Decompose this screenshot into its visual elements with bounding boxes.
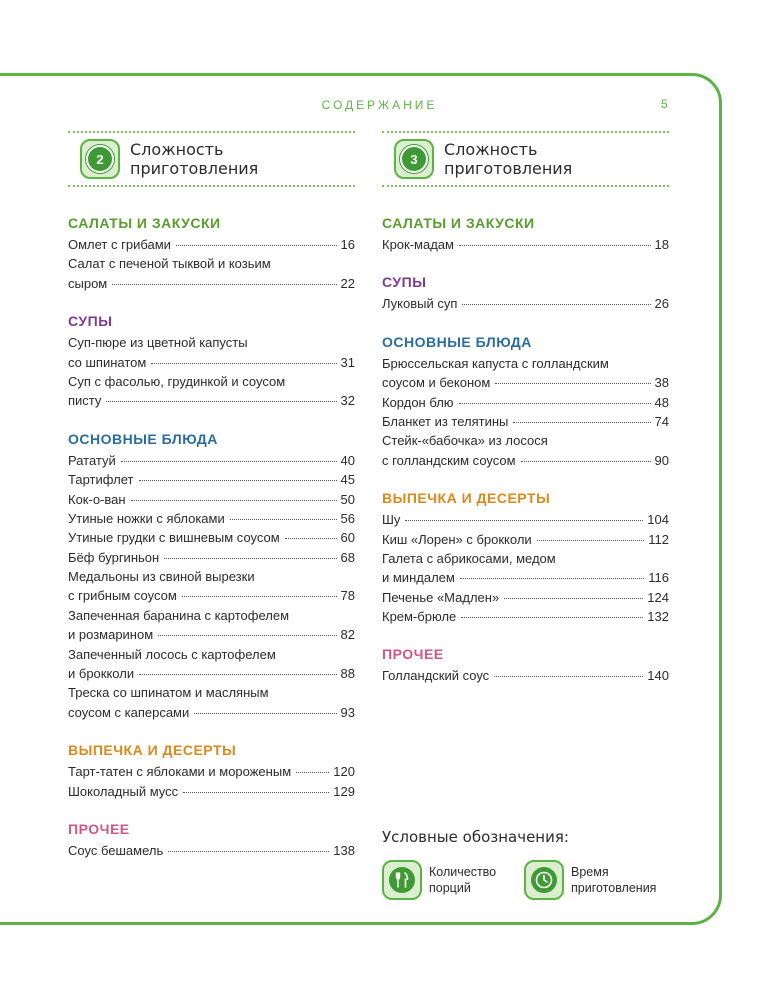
- entry-title: Кок-о-ван: [68, 491, 126, 507]
- toc-entry[interactable]: [68, 490, 355, 509]
- entry-title-line: Треска со шпинатом и масляным: [68, 685, 269, 701]
- entry-row: [68, 391, 355, 410]
- page-number: 5: [661, 97, 668, 111]
- toc-section: [382, 333, 669, 470]
- entry-row: [382, 666, 669, 685]
- dot-leader: [158, 635, 336, 636]
- entry-page-number: 120: [333, 764, 355, 780]
- toc-entry[interactable]: [68, 451, 355, 470]
- dot-leader: [513, 422, 650, 423]
- dot-leader: [537, 540, 645, 541]
- section-title: ПРОЧЕЕ: [68, 820, 130, 837]
- section-title: ВЫПЕЧКА И ДЕСЕРТЫ: [68, 742, 237, 759]
- section-title: ОСНОВНЫЕ БЛЮДА: [68, 430, 218, 447]
- toc-section: [68, 741, 355, 801]
- entry-title: Утиные грудки с вишневым соусом: [68, 530, 280, 546]
- toc-section: [68, 214, 355, 293]
- dot-leader: [164, 558, 336, 559]
- dot-leader: [494, 676, 643, 677]
- dot-leader: [182, 596, 337, 597]
- entry-page-number: 140: [647, 668, 669, 684]
- entry-page-number: 50: [340, 491, 355, 507]
- dot-leader: [495, 383, 650, 384]
- section-title: САЛАТЫ И ЗАКУСКИ: [382, 215, 535, 231]
- toc-entry[interactable]: [68, 762, 355, 781]
- entry-page-number: 93: [340, 704, 355, 720]
- legend-cooking-time: [524, 860, 656, 900]
- entry-row: [68, 762, 355, 781]
- legend-servings: [382, 860, 496, 900]
- entry-page-number: 68: [340, 549, 355, 565]
- entry-row: [68, 470, 355, 489]
- entry-title: сыром: [68, 275, 108, 291]
- entry-row: [68, 586, 355, 605]
- entry-row: [68, 509, 355, 528]
- dot-leader: [176, 245, 337, 246]
- entry-page-number: 132: [647, 609, 669, 625]
- toc-section: [382, 214, 669, 254]
- dot-leader: [168, 851, 329, 852]
- entry-title-line: Медальоны из свиной вырезки: [68, 569, 255, 585]
- entry-row: [382, 412, 669, 431]
- legend-cooking-time-label: Время приготовления: [571, 865, 657, 895]
- toc-entry[interactable]: [68, 683, 355, 722]
- toc-entry[interactable]: [68, 254, 355, 293]
- toc-entry[interactable]: [68, 528, 355, 547]
- section-title: ВЫПЕЧКА И ДЕСЕРТЫ: [382, 490, 551, 507]
- entry-title-line: Запеченная баранина с картофелем: [68, 607, 290, 623]
- entry-page-number: 124: [647, 589, 669, 605]
- entry-row: [68, 528, 355, 547]
- toc-entry[interactable]: [382, 510, 669, 529]
- entry-page-number: 16: [340, 237, 355, 252]
- entry-page-number: 56: [340, 510, 355, 526]
- toc-entry[interactable]: [68, 333, 355, 372]
- entry-page-number: 90: [654, 452, 669, 468]
- clock-icon: [524, 860, 564, 900]
- entry-page-number: 26: [654, 296, 669, 312]
- entry-title: Тарт-татен с яблоками и мороженым: [68, 764, 292, 780]
- legend-title: Условные обозначения:: [382, 828, 569, 846]
- difficulty-label: Сложность приготовления: [444, 140, 573, 178]
- toc-sections: [68, 187, 355, 860]
- toc-entry[interactable]: [68, 645, 355, 684]
- column-difficulty-2: [68, 131, 355, 879]
- section-title: ОСНОВНЫЕ БЛЮДА: [382, 333, 532, 350]
- entry-title: Крок-мадам: [382, 237, 454, 252]
- entry-title: Крем-брюле: [382, 609, 457, 625]
- toc-entry[interactable]: [382, 235, 669, 254]
- entry-row: [68, 625, 355, 644]
- section-title: СУПЫ: [68, 313, 113, 330]
- entry-page-number: 32: [340, 393, 355, 409]
- dot-leader: [461, 617, 643, 618]
- entry-page-number: 74: [654, 413, 669, 429]
- difficulty-number: 2: [86, 145, 114, 173]
- entry-row: [382, 393, 669, 412]
- toc-entry[interactable]: [382, 549, 669, 588]
- toc-entry[interactable]: [382, 431, 669, 470]
- entry-row: [68, 235, 355, 254]
- dot-leader: [106, 401, 336, 402]
- dot-leader: [139, 674, 336, 675]
- toc-entry[interactable]: [382, 666, 669, 685]
- entry-title-line: Брюссельская капуста с голландским: [382, 355, 609, 371]
- section-title: СУПЫ: [382, 274, 427, 291]
- entry-title-line: Стейк-«бабочка» из лосося: [382, 433, 548, 449]
- entry-title: Печенье «Мадлен»: [382, 589, 500, 605]
- entry-title-line: Салат с печеной тыквой и козьим: [68, 256, 271, 272]
- entry-page-number: 138: [333, 842, 355, 858]
- entry-row: [68, 703, 355, 722]
- entry-row: [382, 568, 669, 587]
- entry-title: Луковый суп: [382, 296, 458, 312]
- toc-section: [382, 273, 669, 313]
- entry-page-number: 22: [340, 275, 355, 291]
- toc-entry[interactable]: [382, 294, 669, 313]
- entry-title: соусом и беконом: [382, 375, 491, 391]
- entry-page-number: 112: [648, 531, 669, 547]
- entry-title-line: Суп с фасолью, грудинкой и соусом: [68, 373, 286, 389]
- toc-entry[interactable]: [68, 782, 355, 801]
- entry-title: Голландский соус: [382, 668, 490, 684]
- legend-servings-label: Количество порций: [429, 865, 497, 895]
- dot-leader: [462, 304, 650, 305]
- entry-title: Бёф бургиньон: [68, 549, 160, 565]
- entry-row: [68, 664, 355, 683]
- toc-entry[interactable]: [68, 470, 355, 489]
- entry-page-number: 18: [654, 237, 669, 252]
- entry-row: [382, 510, 669, 529]
- entry-page-number: 45: [340, 472, 355, 488]
- entry-page-number: 31: [340, 354, 355, 370]
- page-header-title: СОДЕРЖАНИЕ: [321, 98, 438, 112]
- difficulty-header: [68, 133, 355, 185]
- entry-row: [382, 588, 669, 607]
- entry-page-number: 40: [340, 452, 355, 468]
- entry-row: [68, 782, 355, 801]
- toc-entry[interactable]: [382, 393, 669, 412]
- entry-title: соусом с каперсами: [68, 704, 190, 720]
- entry-page-number: 38: [654, 375, 669, 391]
- dot-leader: [285, 538, 337, 539]
- difficulty-number: 3: [400, 145, 428, 173]
- toc-entry[interactable]: [68, 235, 355, 254]
- dot-leader: [121, 461, 337, 462]
- entry-page-number: 60: [340, 530, 355, 546]
- difficulty-label: Сложность приготовления: [130, 140, 259, 178]
- dot-leader: [521, 461, 651, 462]
- section-title: САЛАТЫ И ЗАКУСКИ: [68, 215, 221, 231]
- entry-title: Шоколадный мусс: [68, 783, 179, 799]
- column-difficulty-3: [382, 131, 669, 705]
- entry-title: Тартифлет: [68, 472, 134, 488]
- entry-title: и брокколи: [68, 666, 135, 682]
- toc-entry[interactable]: [382, 607, 669, 626]
- difficulty-badge: [394, 139, 434, 179]
- dot-leader: [151, 363, 336, 364]
- entry-row: [68, 548, 355, 567]
- toc-sections: [382, 187, 669, 686]
- entry-page-number: 116: [648, 570, 669, 586]
- entry-title: с голландским соусом: [382, 452, 516, 468]
- difficulty-header: [382, 133, 669, 185]
- entry-title: Кордон блю: [382, 394, 454, 410]
- dot-leader: [131, 500, 337, 501]
- toc-entry[interactable]: [68, 606, 355, 645]
- dot-leader: [459, 245, 651, 246]
- toc-section: [68, 312, 355, 411]
- entry-row: [382, 451, 669, 470]
- toc-entry[interactable]: [382, 354, 669, 393]
- entry-title: Рататуй: [68, 452, 116, 468]
- entry-title: и розмарином: [68, 627, 154, 643]
- entry-row: [382, 373, 669, 392]
- entry-title-line: Галета с абрикосами, медом: [382, 550, 556, 566]
- entry-page-number: 88: [340, 666, 355, 682]
- toc-entry[interactable]: [68, 841, 355, 860]
- entry-title: Шу: [382, 512, 401, 528]
- entry-page-number: 104: [647, 512, 669, 528]
- toc-section: [382, 489, 669, 626]
- entry-title-line: Суп-пюре из цветной капусты: [68, 335, 248, 351]
- entry-page-number: 78: [340, 588, 355, 604]
- entry-title-line: Запеченный лосось с картофелем: [68, 646, 276, 662]
- toc-entry[interactable]: [68, 372, 355, 411]
- toc-entry[interactable]: [68, 567, 355, 606]
- toc-entry[interactable]: [68, 509, 355, 528]
- dot-leader: [405, 520, 643, 521]
- toc-entry[interactable]: [382, 412, 669, 431]
- dot-leader: [194, 713, 336, 714]
- entry-row: [68, 490, 355, 509]
- entry-title: и миндалем: [382, 570, 455, 586]
- dot-leader: [139, 480, 337, 481]
- entry-row: [68, 274, 355, 293]
- entry-row: [382, 607, 669, 626]
- entry-row: [68, 841, 355, 860]
- dot-leader: [459, 403, 651, 404]
- toc-entry[interactable]: [382, 530, 669, 549]
- entry-title: Омлет с грибами: [68, 237, 171, 252]
- dot-leader: [112, 284, 336, 285]
- dot-leader: [230, 519, 337, 520]
- entry-page-number: 48: [654, 394, 669, 410]
- entry-title: писту: [68, 393, 102, 409]
- entry-page-number: 82: [340, 627, 355, 643]
- entry-title: с грибным соусом: [68, 588, 177, 604]
- toc-entry[interactable]: [68, 548, 355, 567]
- section-title: ПРОЧЕЕ: [382, 646, 444, 663]
- dot-leader: [296, 772, 329, 773]
- toc-entry[interactable]: [382, 588, 669, 607]
- entry-title: Киш «Лорен» с брокколи: [382, 531, 532, 547]
- entry-row: [68, 451, 355, 470]
- entry-title: со шпинатом: [68, 354, 147, 370]
- dot-leader: [183, 792, 329, 793]
- toc-section: [68, 430, 355, 722]
- entry-page-number: 129: [333, 783, 355, 799]
- toc-section: [382, 645, 669, 685]
- entry-row: [382, 235, 669, 254]
- dot-leader: [504, 598, 643, 599]
- fork-knife-icon: [382, 860, 422, 900]
- difficulty-badge: [80, 139, 120, 179]
- entry-title: Соус бешамель: [68, 842, 164, 858]
- entry-title: Бланкет из телятины: [382, 413, 509, 429]
- entry-row: [382, 294, 669, 313]
- entry-row: [68, 353, 355, 372]
- dot-leader: [460, 578, 644, 579]
- entry-title: Утиные ножки с яблоками: [68, 510, 225, 526]
- entry-row: [382, 530, 669, 549]
- toc-section: [68, 820, 355, 860]
